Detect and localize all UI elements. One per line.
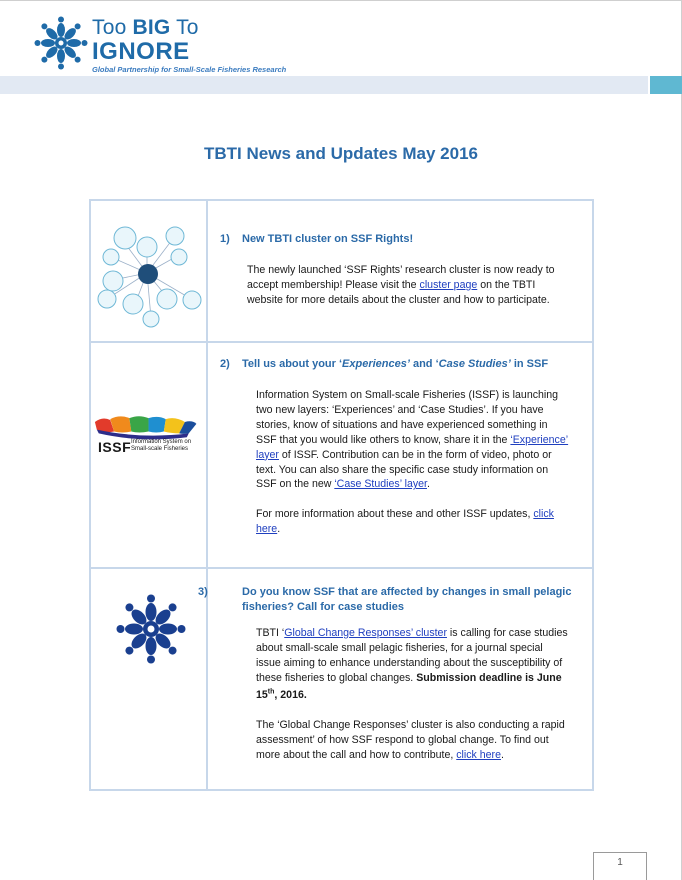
news-item-issf: [91, 343, 592, 569]
news-image-cell: [91, 343, 208, 567]
snowflake-fish-emblem-icon: [34, 16, 88, 70]
header-band: [0, 76, 648, 94]
case-studies-layer-link[interactable]: ‘Case Studies’ layer: [334, 478, 427, 491]
tbti-emblem-icon: [116, 594, 186, 664]
logo-line-2: IGNORE: [92, 38, 190, 65]
page-number: 1: [617, 857, 623, 868]
experience-layer-link[interactable]: ‘Experience’ layer: [256, 433, 569, 461]
news-heading: 2) Tell us about your ‘Experiences’ and ‘Case Studies’ in SSF: [220, 358, 549, 370]
news-item-ssf-rights: [91, 201, 592, 343]
header-band-accent: [650, 76, 682, 94]
issf-abbr: ISSF: [98, 439, 132, 455]
news-item-small-pelagic: [91, 569, 592, 789]
document-title: TBTI News and Updates May 2016: [204, 144, 478, 163]
news-text-cell: [198, 569, 592, 789]
page-edge-top: [0, 0, 682, 1]
news-image-cell: [91, 201, 208, 341]
page-number-box: [593, 852, 647, 880]
call-details-link[interactable]: click here: [456, 748, 501, 761]
cluster-mindmap-diagram-icon: [91, 201, 208, 341]
news-heading: 1) New TBTI cluster on SSF Rights!: [220, 233, 414, 245]
logo-line-1: Too BIG To: [92, 16, 199, 39]
news-heading: 3) Do you know SSF that are affected by changes in small pelagic fisheries? Call for case studies: [198, 586, 572, 613]
news-body: Information System on Small-scale Fisheries (ISSF) is launching two new layers: ‘Experiences’ and ‘Case Studies’. If you have stories, know of situations and have experienced something in SSF that you would like others to know, share it in the ‘Experience’ layer of ISSF. Contribution can be in the form of video, photo or text. You can also share the specific case study information on SSF on the new ‘Case Studies’ layer. For more information about these and other ISSF updates, click here.: [256, 389, 569, 536]
issf-name: Information System on Small-scale Fisheries: [131, 439, 192, 452]
news-image-cell: [91, 569, 208, 789]
tbti-logo: [34, 14, 294, 72]
news-body: The newly launched ‘SSF Rights’ research cluster is now ready to accept membership! Please visit the cluster page on the TBTI website for more details about the cluster and how to participate.: [247, 264, 555, 306]
issf-updates-link[interactable]: click here: [256, 508, 554, 536]
cluster-page-link[interactable]: cluster page: [419, 278, 478, 291]
news-body: TBTI ‘Global Change Responses’ cluster is calling for case studies about small-scale small pelagic fisheries, for a journal special issue aiming to enhance understanding about the susceptibility of these fisheries to global changes. Submission deadline is June 15th, 2016. The ‘Global Change Responses’ cluster is also conducting a rapid assessment’ of how SSF respond to global change. To find out more about the call and how to contribute, click here.: [256, 627, 568, 761]
news-table: [89, 199, 594, 791]
logo-tagline: Global Partnership for Small-Scale Fisheries Research: [92, 65, 287, 74]
news-text-cell: [210, 343, 592, 567]
global-change-cluster-link[interactable]: Global Change Responses’ cluster: [284, 627, 447, 639]
news-text-cell: [210, 201, 592, 341]
